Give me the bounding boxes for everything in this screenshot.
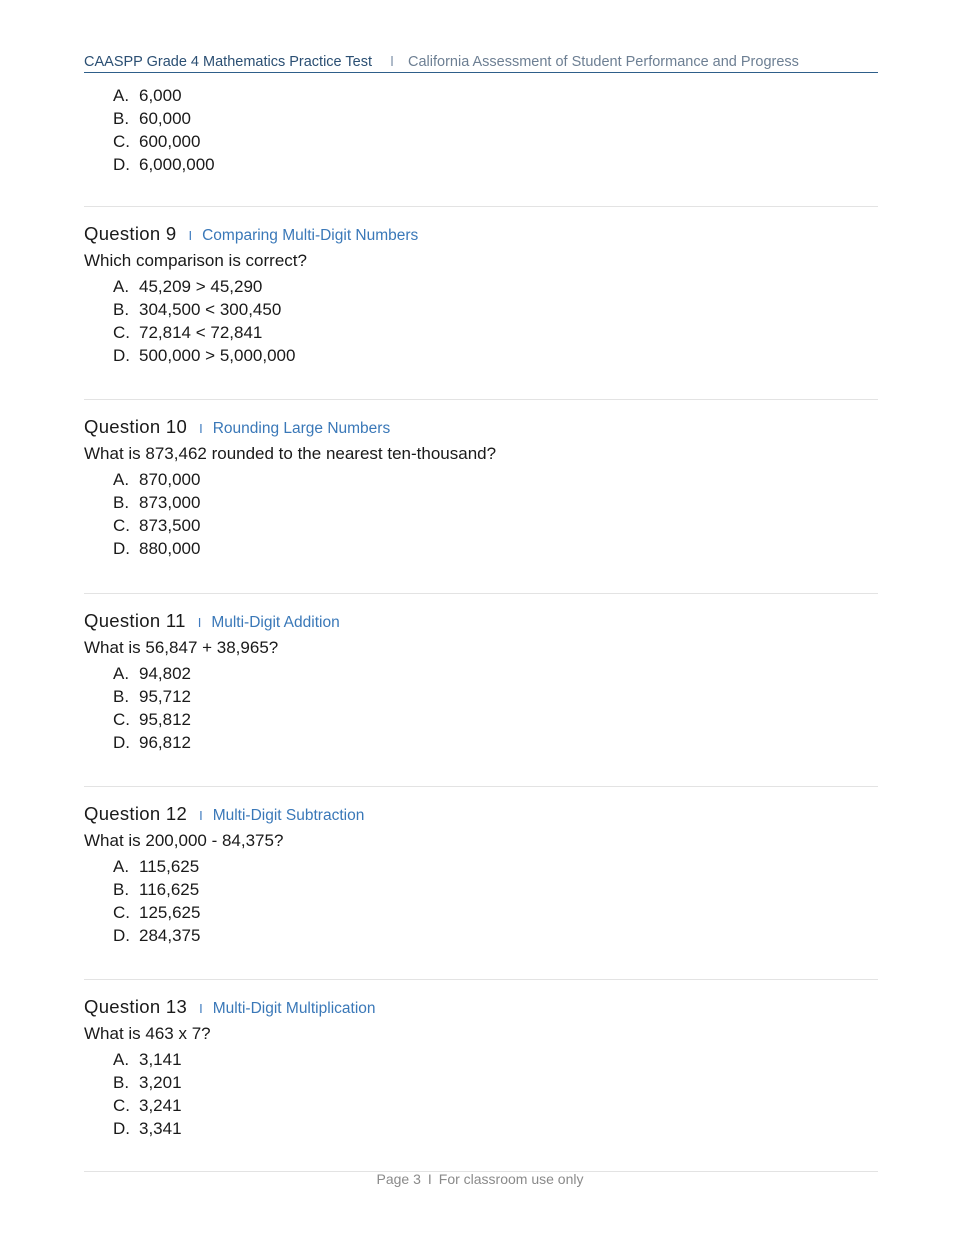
answer-options	[113, 662, 878, 754]
option-text: 3,141	[139, 1050, 182, 1069]
question-10	[84, 414, 878, 560]
answer-options	[113, 468, 878, 560]
option-text: 3,241	[139, 1096, 182, 1115]
heading-separator: I	[199, 1001, 203, 1016]
footer-separator: I	[427, 1171, 432, 1187]
question-number: Question 10	[84, 416, 188, 437]
option-text: 3,341	[139, 1119, 182, 1138]
option-b	[113, 298, 878, 321]
option-letter: D.	[113, 155, 130, 174]
question-topic: Rounding Large Numbers	[212, 420, 391, 437]
option-letter: B.	[113, 687, 130, 706]
option-text: 6,000,000	[139, 155, 215, 174]
option-text: 500,000 > 5,000,000	[139, 346, 296, 365]
question-number: Question 9	[84, 223, 177, 244]
option-letter: D.	[113, 926, 130, 945]
option-text: 116,625	[139, 880, 200, 899]
question-text: Which comparison is correct?	[84, 251, 307, 270]
option-text: 45,209 > 45,290	[139, 277, 263, 296]
header-subtitle: California Assessment of Student Performance and Progress	[408, 54, 799, 70]
option-letter: D.	[113, 1119, 130, 1138]
page-number: Page 3	[376, 1171, 421, 1187]
question-11	[84, 608, 878, 754]
option-text: 72,814 < 72,841	[139, 323, 263, 342]
option-c	[113, 514, 878, 537]
option-letter: C.	[113, 1096, 130, 1115]
page-footer	[0, 1171, 960, 1187]
question-text: What is 200,000 - 84,375?	[84, 831, 284, 850]
option-text: 94,802	[139, 664, 191, 683]
question-divider	[84, 206, 878, 207]
option-b	[113, 685, 878, 708]
question-number: Question 11	[84, 610, 186, 631]
option-letter: C.	[113, 903, 130, 922]
option-c	[113, 901, 878, 924]
option-text: 304,500 < 300,450	[139, 300, 282, 319]
option-d	[113, 344, 878, 367]
option-text: 873,500	[139, 516, 201, 535]
question-heading	[84, 414, 878, 440]
option-b	[113, 878, 878, 901]
option-text: 880,000	[139, 539, 201, 558]
footer-note: For classroom use only	[438, 1171, 584, 1187]
question-heading	[84, 801, 878, 827]
option-a	[113, 84, 215, 107]
option-text: 600,000	[139, 132, 201, 151]
option-d	[113, 537, 878, 560]
heading-separator: I	[199, 421, 203, 436]
option-c	[113, 1094, 878, 1117]
option-letter: D.	[113, 346, 130, 365]
question-topic: Multi-Digit Multiplication	[212, 1000, 376, 1017]
option-text: 3,201	[139, 1073, 182, 1092]
answer-options	[113, 275, 878, 367]
answer-options	[113, 855, 878, 947]
question-divider	[84, 786, 878, 787]
option-c	[113, 130, 215, 153]
option-text: 284,375	[139, 926, 201, 945]
option-text: 95,812	[139, 710, 191, 729]
option-d	[113, 153, 215, 176]
option-a	[113, 1048, 878, 1071]
heading-separator: I	[199, 808, 203, 823]
option-a	[113, 662, 878, 685]
question-divider	[84, 593, 878, 594]
question-number: Question 12	[84, 803, 188, 824]
question-text: What is 56,847 + 38,965?	[84, 638, 279, 657]
option-c	[113, 708, 878, 731]
option-d	[113, 1117, 878, 1140]
option-letter: C.	[113, 132, 130, 151]
option-letter: A.	[113, 664, 130, 683]
option-letter: A.	[113, 470, 130, 489]
question-heading	[84, 994, 878, 1020]
continued-options	[113, 84, 215, 176]
question-topic: Multi-Digit Addition	[211, 614, 340, 631]
header-separator: I	[389, 54, 395, 70]
question-number: Question 13	[84, 996, 188, 1017]
option-text: 125,625	[139, 903, 201, 922]
option-letter: B.	[113, 300, 130, 319]
option-b	[113, 1071, 878, 1094]
option-d	[113, 924, 878, 947]
heading-separator: I	[188, 228, 193, 243]
question-divider	[84, 979, 878, 980]
option-letter: A.	[113, 277, 130, 296]
option-a	[113, 275, 878, 298]
option-c	[113, 321, 878, 344]
option-letter: A.	[113, 86, 130, 105]
question-divider	[84, 399, 878, 400]
question-heading	[84, 221, 878, 247]
option-text: 6,000	[139, 86, 182, 105]
question-topic: Comparing Multi-Digit Numbers	[202, 227, 419, 244]
option-b	[113, 491, 878, 514]
option-letter: D.	[113, 539, 130, 558]
option-text: 95,712	[139, 687, 191, 706]
question-12	[84, 801, 878, 947]
header-title: CAASPP Grade 4 Mathematics Practice Test	[84, 54, 372, 70]
option-text: 873,000	[139, 493, 201, 512]
option-letter: B.	[113, 1073, 130, 1092]
option-b	[113, 107, 215, 130]
option-letter: B.	[113, 493, 130, 512]
option-a	[113, 468, 878, 491]
answer-options	[113, 1048, 878, 1140]
question-13	[84, 994, 878, 1140]
page-header	[84, 54, 878, 73]
option-letter: B.	[113, 109, 130, 128]
heading-separator: I	[197, 615, 202, 630]
option-text: 60,000	[139, 109, 191, 128]
option-letter: C.	[113, 516, 130, 535]
option-letter: B.	[113, 880, 130, 899]
option-letter: D.	[113, 733, 130, 752]
question-text: What is 463 x 7?	[84, 1024, 211, 1043]
question-topic: Multi-Digit Subtraction	[212, 807, 365, 824]
question-9	[84, 221, 878, 367]
option-letter: C.	[113, 323, 130, 342]
option-a	[113, 855, 878, 878]
option-text: 115,625	[139, 857, 200, 876]
question-text: What is 873,462 rounded to the nearest ten-thousand?	[84, 444, 497, 463]
option-letter: A.	[113, 1050, 130, 1069]
option-text: 96,812	[139, 733, 191, 752]
question-heading	[84, 608, 878, 634]
option-letter: A.	[113, 857, 130, 876]
option-letter: C.	[113, 710, 130, 729]
option-d	[113, 731, 878, 754]
option-text: 870,000	[139, 470, 201, 489]
